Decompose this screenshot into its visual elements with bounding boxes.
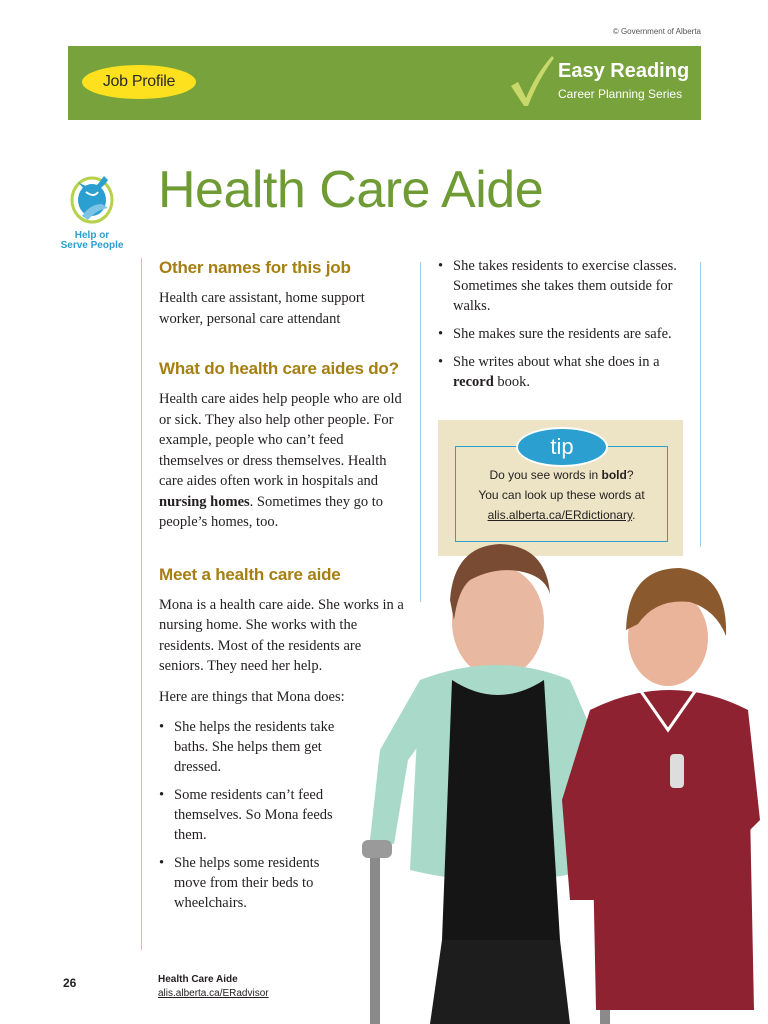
other-names-heading: Other names for this job bbox=[159, 258, 351, 277]
tip-text: Do you see words in bold? You can look up these words at alis.alberta.ca/ERdictionary. bbox=[456, 465, 667, 525]
column-divider bbox=[700, 262, 701, 547]
what-do-heading: What do health care aides do? bbox=[159, 359, 399, 378]
duties-list-continued bbox=[438, 256, 688, 392]
footer-link[interactable]: alis.alberta.ca/ERadvisor bbox=[158, 988, 269, 999]
meet-heading: Meet a health care aide bbox=[159, 564, 341, 584]
list-item: • She takes residents to exercise classes. Sometimes she takes them outside for walks. bbox=[438, 256, 688, 316]
duties-list bbox=[159, 717, 344, 913]
page-title: Health Care Aide bbox=[158, 161, 544, 219]
series-title: Easy Reading bbox=[558, 60, 690, 82]
checkmark-icon bbox=[508, 54, 554, 108]
tip-box bbox=[438, 420, 683, 556]
list-item: • Some residents can’t feed themselves. So Mona feeds them. bbox=[159, 785, 344, 845]
page-number: 26 bbox=[63, 976, 77, 990]
right-column bbox=[438, 258, 688, 400]
copyright-notice: © Government of Alberta bbox=[612, 27, 701, 36]
job-profile-badge: Job Profile bbox=[82, 65, 196, 99]
tip-line2: You can look up these words at bbox=[478, 488, 645, 502]
column-divider bbox=[141, 258, 142, 950]
other-names-text: Health care assistant, home support worker, personal care attendant bbox=[159, 290, 365, 327]
meet-lead: Here are things that Mona does: bbox=[159, 688, 345, 705]
list-item: • She helps some residents move from their beds to wheelchairs. bbox=[159, 853, 344, 913]
list-item: • She writes about what she does in a record book. bbox=[438, 352, 688, 392]
footer-title: Health Care Aide bbox=[158, 974, 238, 985]
photo-caregiver-and-resident bbox=[350, 540, 768, 1024]
bold-term: nursing homes bbox=[159, 493, 250, 510]
bold-term: bold bbox=[601, 468, 627, 482]
header-banner bbox=[68, 46, 701, 120]
category-label-line2: Serve People bbox=[60, 240, 124, 251]
category-label bbox=[52, 231, 132, 251]
tip-badge: tip bbox=[516, 427, 608, 467]
meet-intro: Mona is a health care aide. She works in a nursing home. She works with the residents. Most of the residents are seniors. They need her help. bbox=[159, 596, 404, 674]
list-item: • She helps the residents take baths. She helps them get dressed. bbox=[159, 717, 344, 777]
what-do-text: Health care aides help people who are old or sick. They also help other people. For example, people who can’t feed themselves or dress themselves. Health care aides often work in hospitals and nursing homes. Sometimes they go to people’s homes, too. bbox=[159, 391, 402, 530]
helping-hands-icon bbox=[68, 170, 116, 226]
series-subtitle: Career Planning Series bbox=[558, 87, 683, 101]
category-label-line1: Help or bbox=[74, 230, 110, 241]
dictionary-link[interactable]: alis.alberta.ca/ERdictionary bbox=[487, 508, 633, 522]
list-item: • She makes sure the residents are safe. bbox=[438, 324, 688, 344]
bold-term: record bbox=[453, 374, 494, 390]
